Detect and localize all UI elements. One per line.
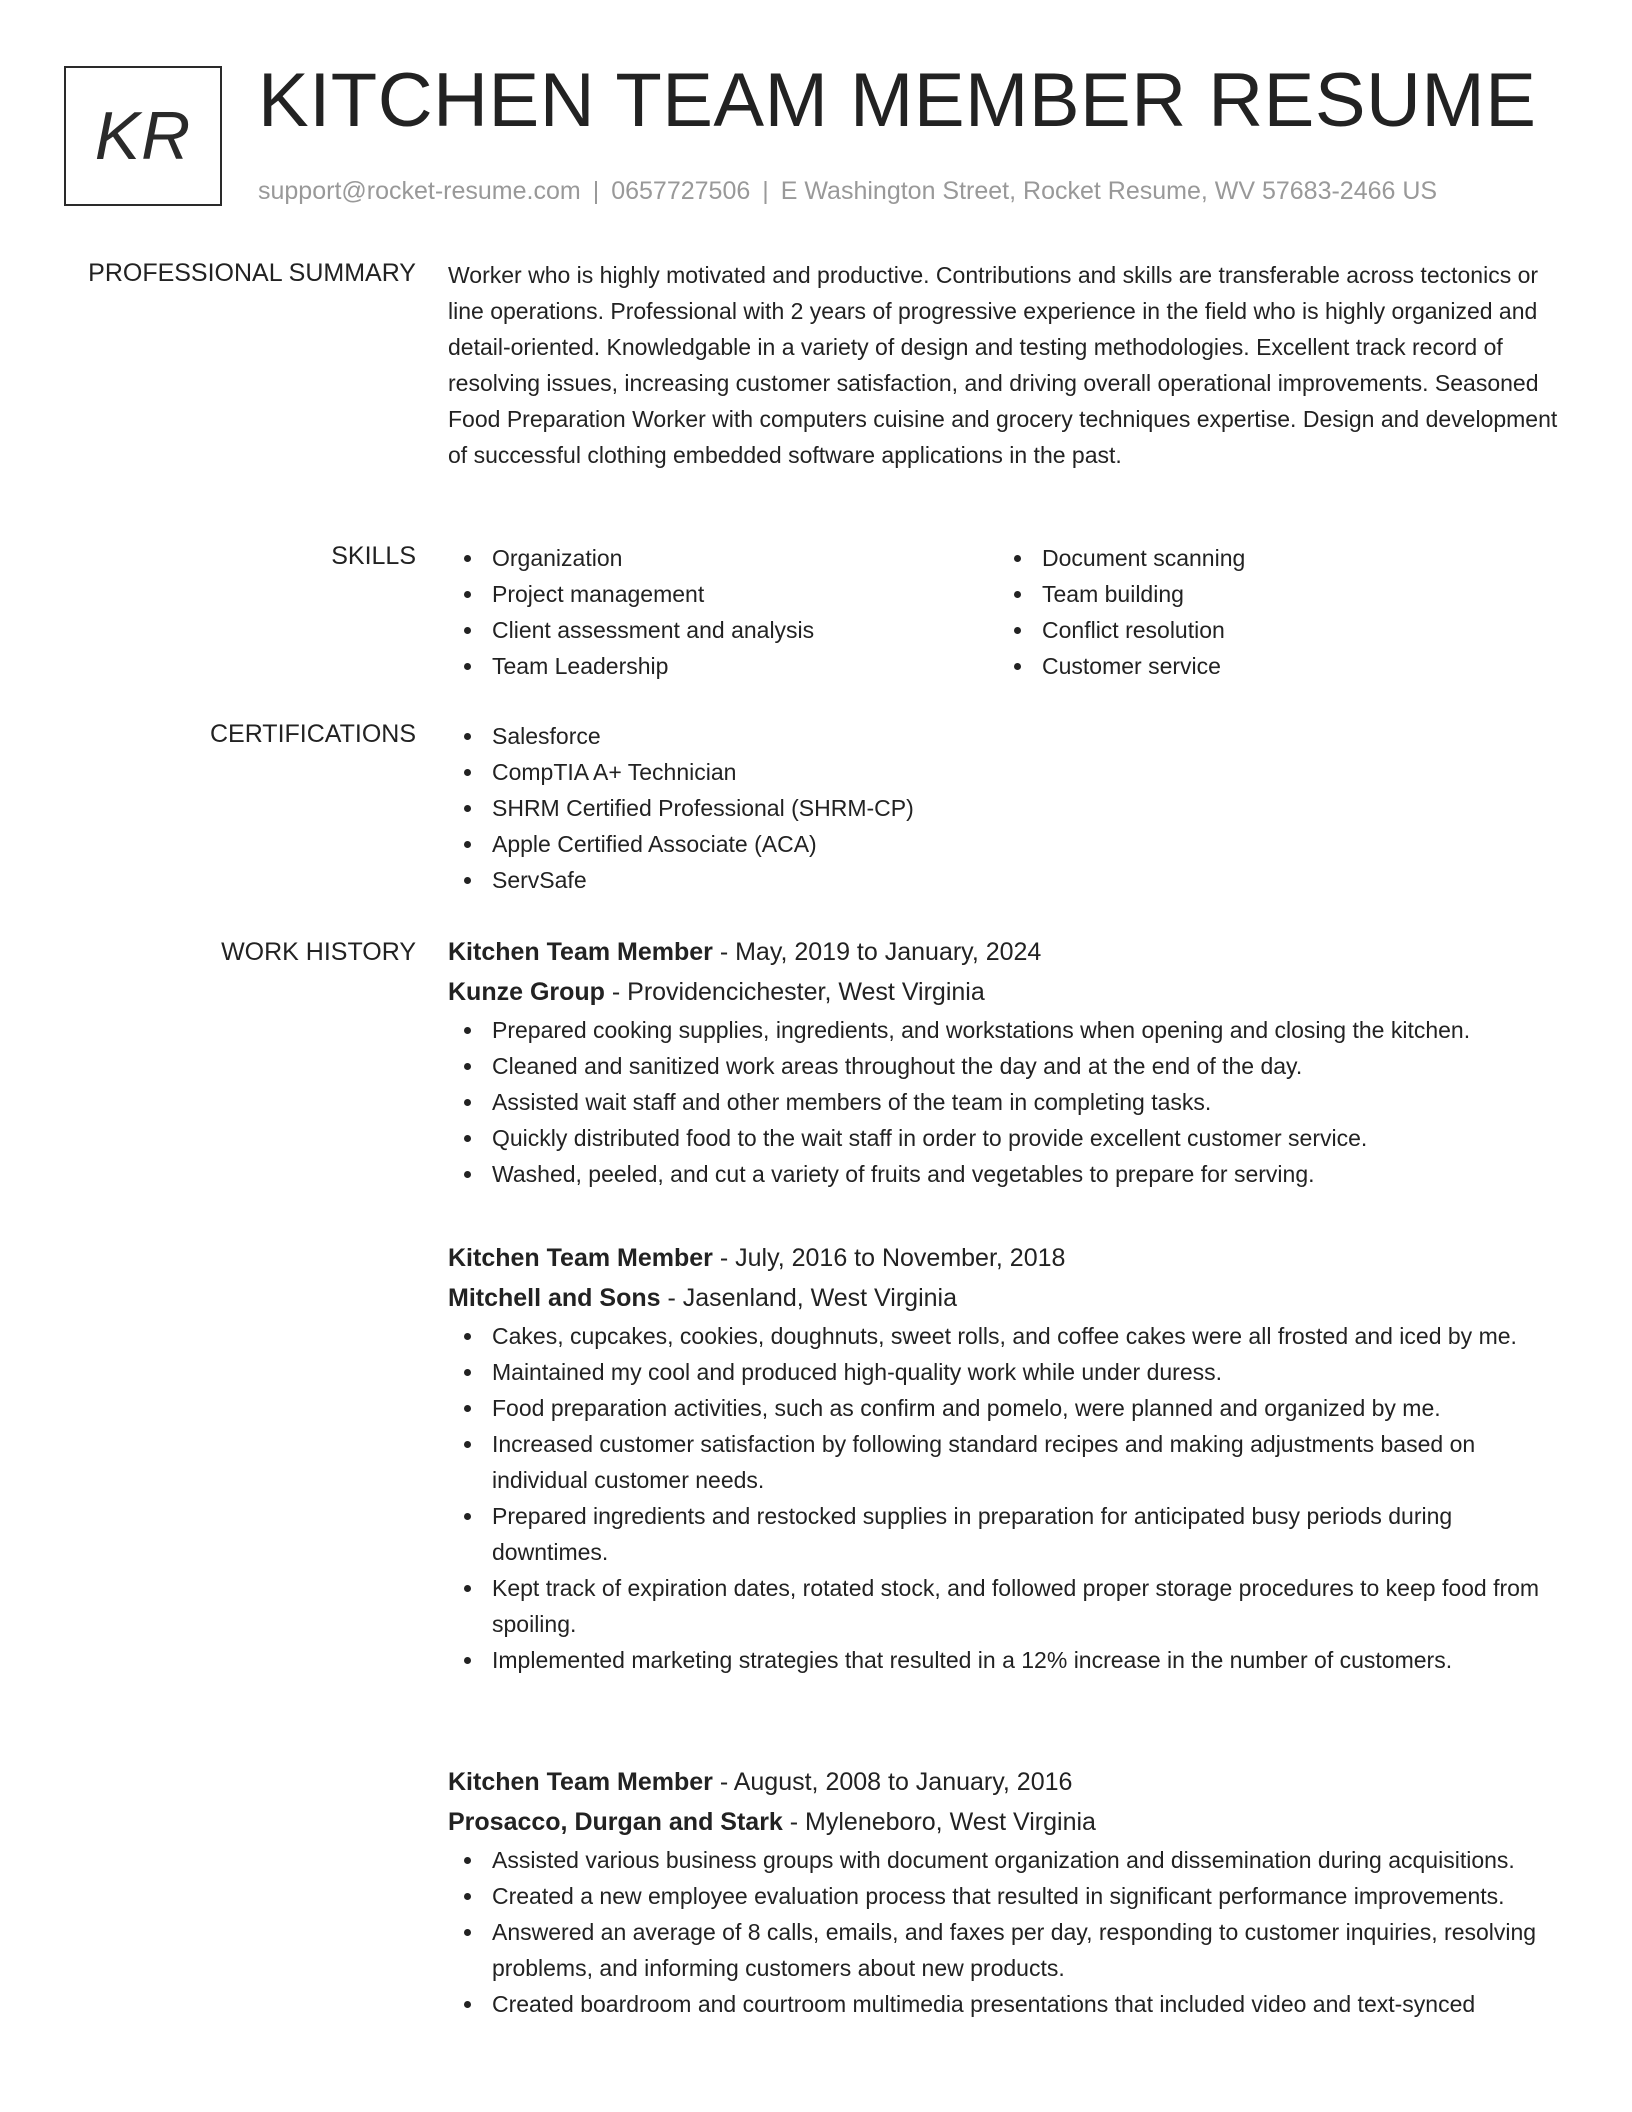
- job-duties-list: [448, 1842, 1568, 2022]
- job-dates: - August, 2008 to January, 2016: [712, 1768, 1073, 1796]
- job-duty: Created boardroom and courtroom multimedia presentations that included video and text-synced: [448, 1986, 1568, 2022]
- skills-section: [448, 540, 1568, 684]
- contact-separator: |: [762, 177, 769, 205]
- monogram-initials: KR: [94, 98, 192, 174]
- certification-item: Salesforce: [448, 718, 1568, 754]
- skills-grid: [448, 540, 1568, 684]
- skills-heading: SKILLS: [331, 542, 416, 570]
- job-location: - Jasenland, West Virginia: [660, 1284, 957, 1312]
- job-title: Kitchen Team Member: [448, 1768, 713, 1796]
- certifications-heading: CERTIFICATIONS: [209, 720, 416, 748]
- skill-item: Organization: [448, 540, 998, 576]
- skill-item: Customer service: [998, 648, 1548, 684]
- job-duty: Kept track of expiration dates, rotated stock, and followed proper storage procedures to keep food from spoiling.: [448, 1570, 1568, 1642]
- job-entry: [448, 1762, 1568, 2022]
- job-duty: Cakes, cupcakes, cookies, doughnuts, sweet rolls, and coffee cakes were all frosted and iced by me.: [448, 1318, 1568, 1354]
- job-company: Prosacco, Durgan and Stark: [448, 1808, 783, 1836]
- skill-item: Project management: [448, 576, 998, 612]
- job-duty: Prepared ingredients and restocked supplies in preparation for anticipated busy periods during downtimes.: [448, 1498, 1568, 1570]
- job-location: - Myleneboro, West Virginia: [782, 1808, 1096, 1836]
- certifications-section: [448, 718, 1568, 898]
- job-duty: Maintained my cool and produced high-quality work while under duress.: [448, 1354, 1568, 1390]
- job-duties-list: [448, 1318, 1568, 1678]
- skill-item: Document scanning: [998, 540, 1548, 576]
- contact-line: [258, 174, 1437, 208]
- job-company: Mitchell and Sons: [448, 1284, 661, 1312]
- job-duty: Prepared cooking supplies, ingredients, and workstations when opening and closing the kitchen.: [448, 1012, 1568, 1048]
- monogram-logo: [64, 66, 222, 206]
- certification-item: SHRM Certified Professional (SHRM-CP): [448, 790, 1568, 826]
- job-title-line: [448, 932, 1568, 972]
- job-company: Kunze Group: [448, 978, 605, 1006]
- skills-list-right: [998, 540, 1548, 684]
- job-duty: Assisted various business groups with document organization and dissemination during acquisitions.: [448, 1842, 1568, 1878]
- certification-item: CompTIA A+ Technician: [448, 754, 1568, 790]
- summary-text: Worker who is highly motivated and productive. Contributions and skills are transferable across tectonics or line operations. Professional with 2 years of progressive experience in the field who is highly organized and detail-oriented. Knowledgable in a variety of design and testing methodologies. Excellent track record of resolving issues, increasing customer satisfaction, and driving overall operational improvements. Seasoned Food Preparation Worker with computers cuisine and grocery techniques expertise. Design and development of successful clothing embedded software applications in the past.: [448, 262, 1558, 468]
- contact-separator: |: [592, 177, 600, 205]
- job-dates: - July, 2016 to November, 2018: [712, 1244, 1066, 1272]
- contact-email: support@rocket-resume.com: [258, 177, 581, 205]
- work-history-heading: WORK HISTORY: [221, 938, 416, 966]
- certifications-list: [448, 718, 1568, 898]
- job-duty: Implemented marketing strategies that resulted in a 12% increase in the number of customers.: [448, 1642, 1568, 1678]
- job-duty: Quickly distributed food to the wait staff in order to provide excellent customer service.: [448, 1120, 1568, 1156]
- job-dates: - May, 2019 to January, 2024: [712, 938, 1042, 966]
- job-title-line: [448, 1238, 1568, 1278]
- summary-heading: PROFESSIONAL SUMMARY: [88, 259, 416, 287]
- contact-phone: 0657727506: [611, 177, 751, 205]
- job-duties-list: [448, 1012, 1568, 1192]
- job-entry: [448, 1238, 1568, 1678]
- skill-item: Team Leadership: [448, 648, 998, 684]
- job-duty: Assisted wait staff and other members of the team in completing tasks.: [448, 1084, 1568, 1120]
- skill-item: Client assessment and analysis: [448, 612, 998, 648]
- job-duty: Answered an average of 8 calls, emails, and faxes per day, responding to customer inquiries, resolving problems, and informing customers about new products.: [448, 1914, 1568, 1986]
- job-title: Kitchen Team Member: [448, 1244, 713, 1272]
- job-duty: Food preparation activities, such as confirm and pomelo, were planned and organized by me.: [448, 1390, 1568, 1426]
- job-location: - Providencichester, West Virginia: [604, 978, 985, 1006]
- certification-item: ServSafe: [448, 862, 1568, 898]
- contact-address: E Washington Street, Rocket Resume, WV 57683-2466 US: [780, 177, 1438, 205]
- job-entry: [448, 932, 1568, 1192]
- job-duty: Created a new employee evaluation process that resulted in significant performance improvements.: [448, 1878, 1568, 1914]
- job-company-line: [448, 972, 1568, 1012]
- job-duty: Increased customer satisfaction by following standard recipes and making adjustments based on individual customer needs.: [448, 1426, 1568, 1498]
- job-duty: Washed, peeled, and cut a variety of fruits and vegetables to prepare for serving.: [448, 1156, 1568, 1192]
- certification-item: Apple Certified Associate (ACA): [448, 826, 1568, 862]
- skill-item: Team building: [998, 576, 1548, 612]
- skills-list-left: [448, 540, 998, 684]
- skill-item: Conflict resolution: [998, 612, 1548, 648]
- job-company-line: [448, 1278, 1568, 1318]
- summary-section: [448, 257, 1568, 473]
- job-title-line: [448, 1762, 1568, 1802]
- job-duty: Cleaned and sanitized work areas throughout the day and at the end of the day.: [448, 1048, 1568, 1084]
- job-title: Kitchen Team Member: [448, 938, 713, 966]
- page-title: KITCHEN TEAM MEMBER RESUME: [258, 58, 1537, 143]
- job-company-line: [448, 1802, 1568, 1842]
